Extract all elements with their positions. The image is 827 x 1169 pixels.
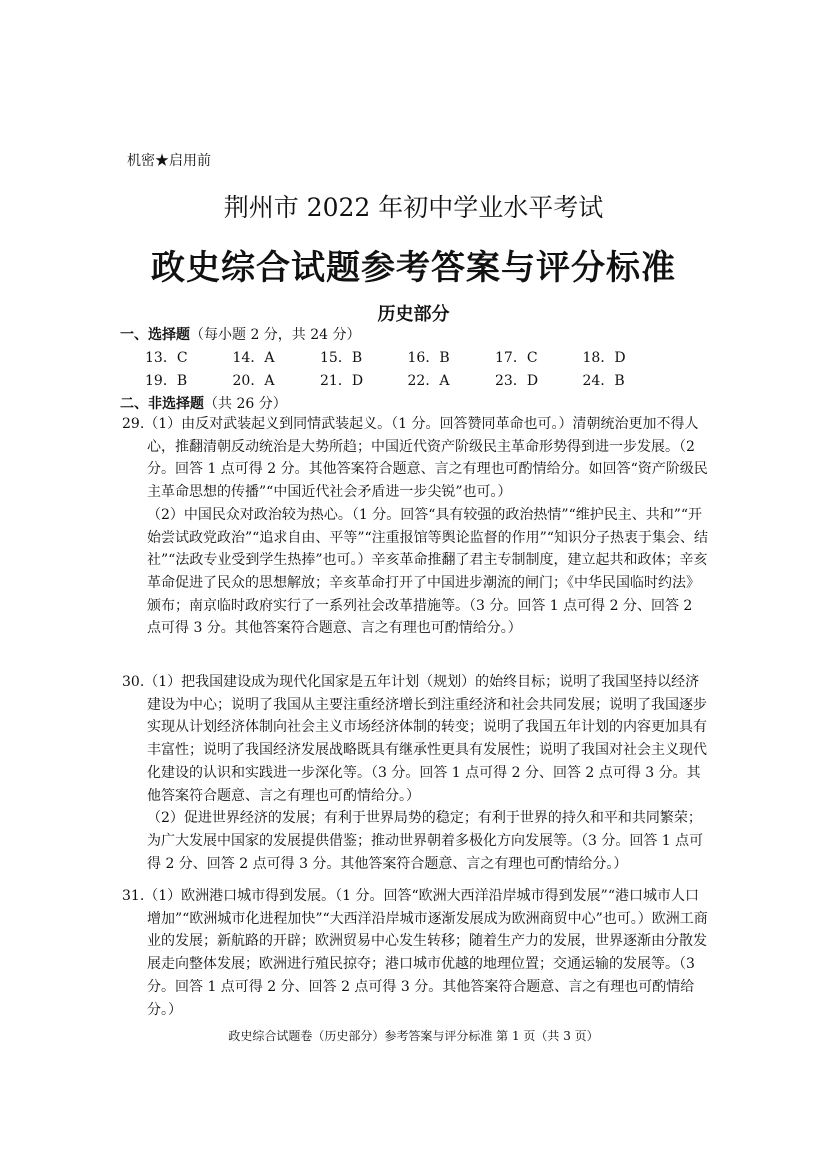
answer-row-1 <box>145 347 670 367</box>
question-29 <box>122 413 710 640</box>
question-31-part-1: 31.（1）欧洲港口城市得到发展。（1 分。回答“欧洲大西洋沿岸城市得到发展”“港口城市人口增加”“欧洲城市化进程加快”“大西洋沿岸城市逐渐发展成为欧洲商贸中心”也可。）欧洲工商业的发展；新航路的开辟；欧洲贸易中心发生转移；随着生产力的发展，世界逐渐由分散发展走向整体发展；欧洲进行殖民掠夺；港口城市优越的地理位置；交通运输的发展等。（3 分。回答 1 点可得 2 分、回答 2 点可得 3 分。其他答案符合题意、言之有理也可酌情给分。） <box>122 888 708 1018</box>
question-29-part-2: （2）中国民众对政治较为热心。（1 分。回答“具有较强的政治热情”“维护民主、共和”“开始尝试政党政治”“追求自由、平等”“注重报馆等舆论监督的作用”“知识分子热衷于集会、结社”“法政专业受到学生热捧”也可。）辛亥革命推翻了君主专制制度，建立起共和政体；辛亥革命促进了民众的思想解放；辛亥革命打开了中国进步潮流的闸门；《中华民国临时约法》颁布；南京临时政府实行了一系列社会改革措施等。（3 分。回答 1 点可得 2 分、回答 2 点可得 3 分。其他答案符合题意、言之有理也可酌情给分。） <box>147 506 708 637</box>
answer-item: 18．D <box>582 350 626 366</box>
answer-item: 14．A <box>232 350 275 366</box>
answer-item: 16．B <box>407 350 450 366</box>
answer-item: 21．D <box>320 373 364 389</box>
part1-heading-label: 一、选择题 <box>120 327 190 343</box>
exam-title: 荆州市 2022 年初中学业水平考试 <box>223 193 604 222</box>
question-31 <box>122 885 710 1021</box>
part1-heading <box>120 324 361 344</box>
answer-item: 20．A <box>232 373 275 389</box>
answer-item: 23．D <box>495 373 539 389</box>
question-30-part-2: （2）促进世界经济的发展；有利于世界局势的稳定；有利于世界的持久和平和共同繁荣；为广大发展中国家的发展提供借鉴；推动世界朝着多极化方向发展等。（3 分。回答 1 点可得 2 分、回答 2 点可得 3 分。其他答案符合题意、言之有理也可酌情给分。） <box>147 810 704 872</box>
part2-heading-label: 二、非选择题 <box>120 396 204 412</box>
answer-item: 22．A <box>407 373 450 389</box>
page-footer: 政史综合试题卷（历史部分）参考答案与评分标准 第 1 页（共 3 页） <box>228 1029 599 1043</box>
question-29-part-1: 29.（1）由反对武装起义到同情武装起义。（1 分。回答赞同革命也可。）清朝统治更加不得人心，推翻清朝反动统治是大势所趋；中国近代资产阶级民主革命形势得到进一步发展。（2 分。回答 1 点可得 2 分。其他答案符合题意、言之有理也可酌情给分。如回答“资产阶级民主革命思想的传播”“中国近代社会矛盾进一步尖锐”也可。） <box>122 416 708 501</box>
part1-heading-note: （每小题 2 分，共 24 分） <box>190 327 361 343</box>
section-title: 历史部分 <box>377 304 450 325</box>
answer-item: 15．B <box>320 350 363 366</box>
part2-heading <box>120 393 287 413</box>
question-30 <box>122 671 710 875</box>
question-30-part-1: 30.（1）把我国建设成为现代化国家是五年计划（规划）的始终目标；说明了我国坚持以经济建设为中心；说明了我国从主要注重经济增长到注重经济和社会共同发展；说明了我国逐步实现从计划经济体制向社会主义市场经济体制的转变；说明了我国五年计划的内容更加具有丰富性；说明了我国经济发展战略既具有继承性更具有发展性；说明了我国对社会主义现代化建设的认识和实践进一步深化等。（3 分。回答 1 点可得 2 分、回答 2 点可得 3 分。其他答案符合题意、言之有理也可酌情给分。） <box>122 674 707 804</box>
answer-item: 19．B <box>145 373 188 389</box>
document-title: 政史综合试题参考答案与评分标准 <box>151 248 676 288</box>
part2-heading-note: （共 26 分） <box>204 396 287 412</box>
answer-item: 17．C <box>495 350 538 366</box>
answer-item: 24．B <box>582 373 625 389</box>
answer-item: 13．C <box>145 350 188 366</box>
answer-row-2 <box>145 370 670 390</box>
confidential-label: 机密★启用前 <box>127 153 211 169</box>
